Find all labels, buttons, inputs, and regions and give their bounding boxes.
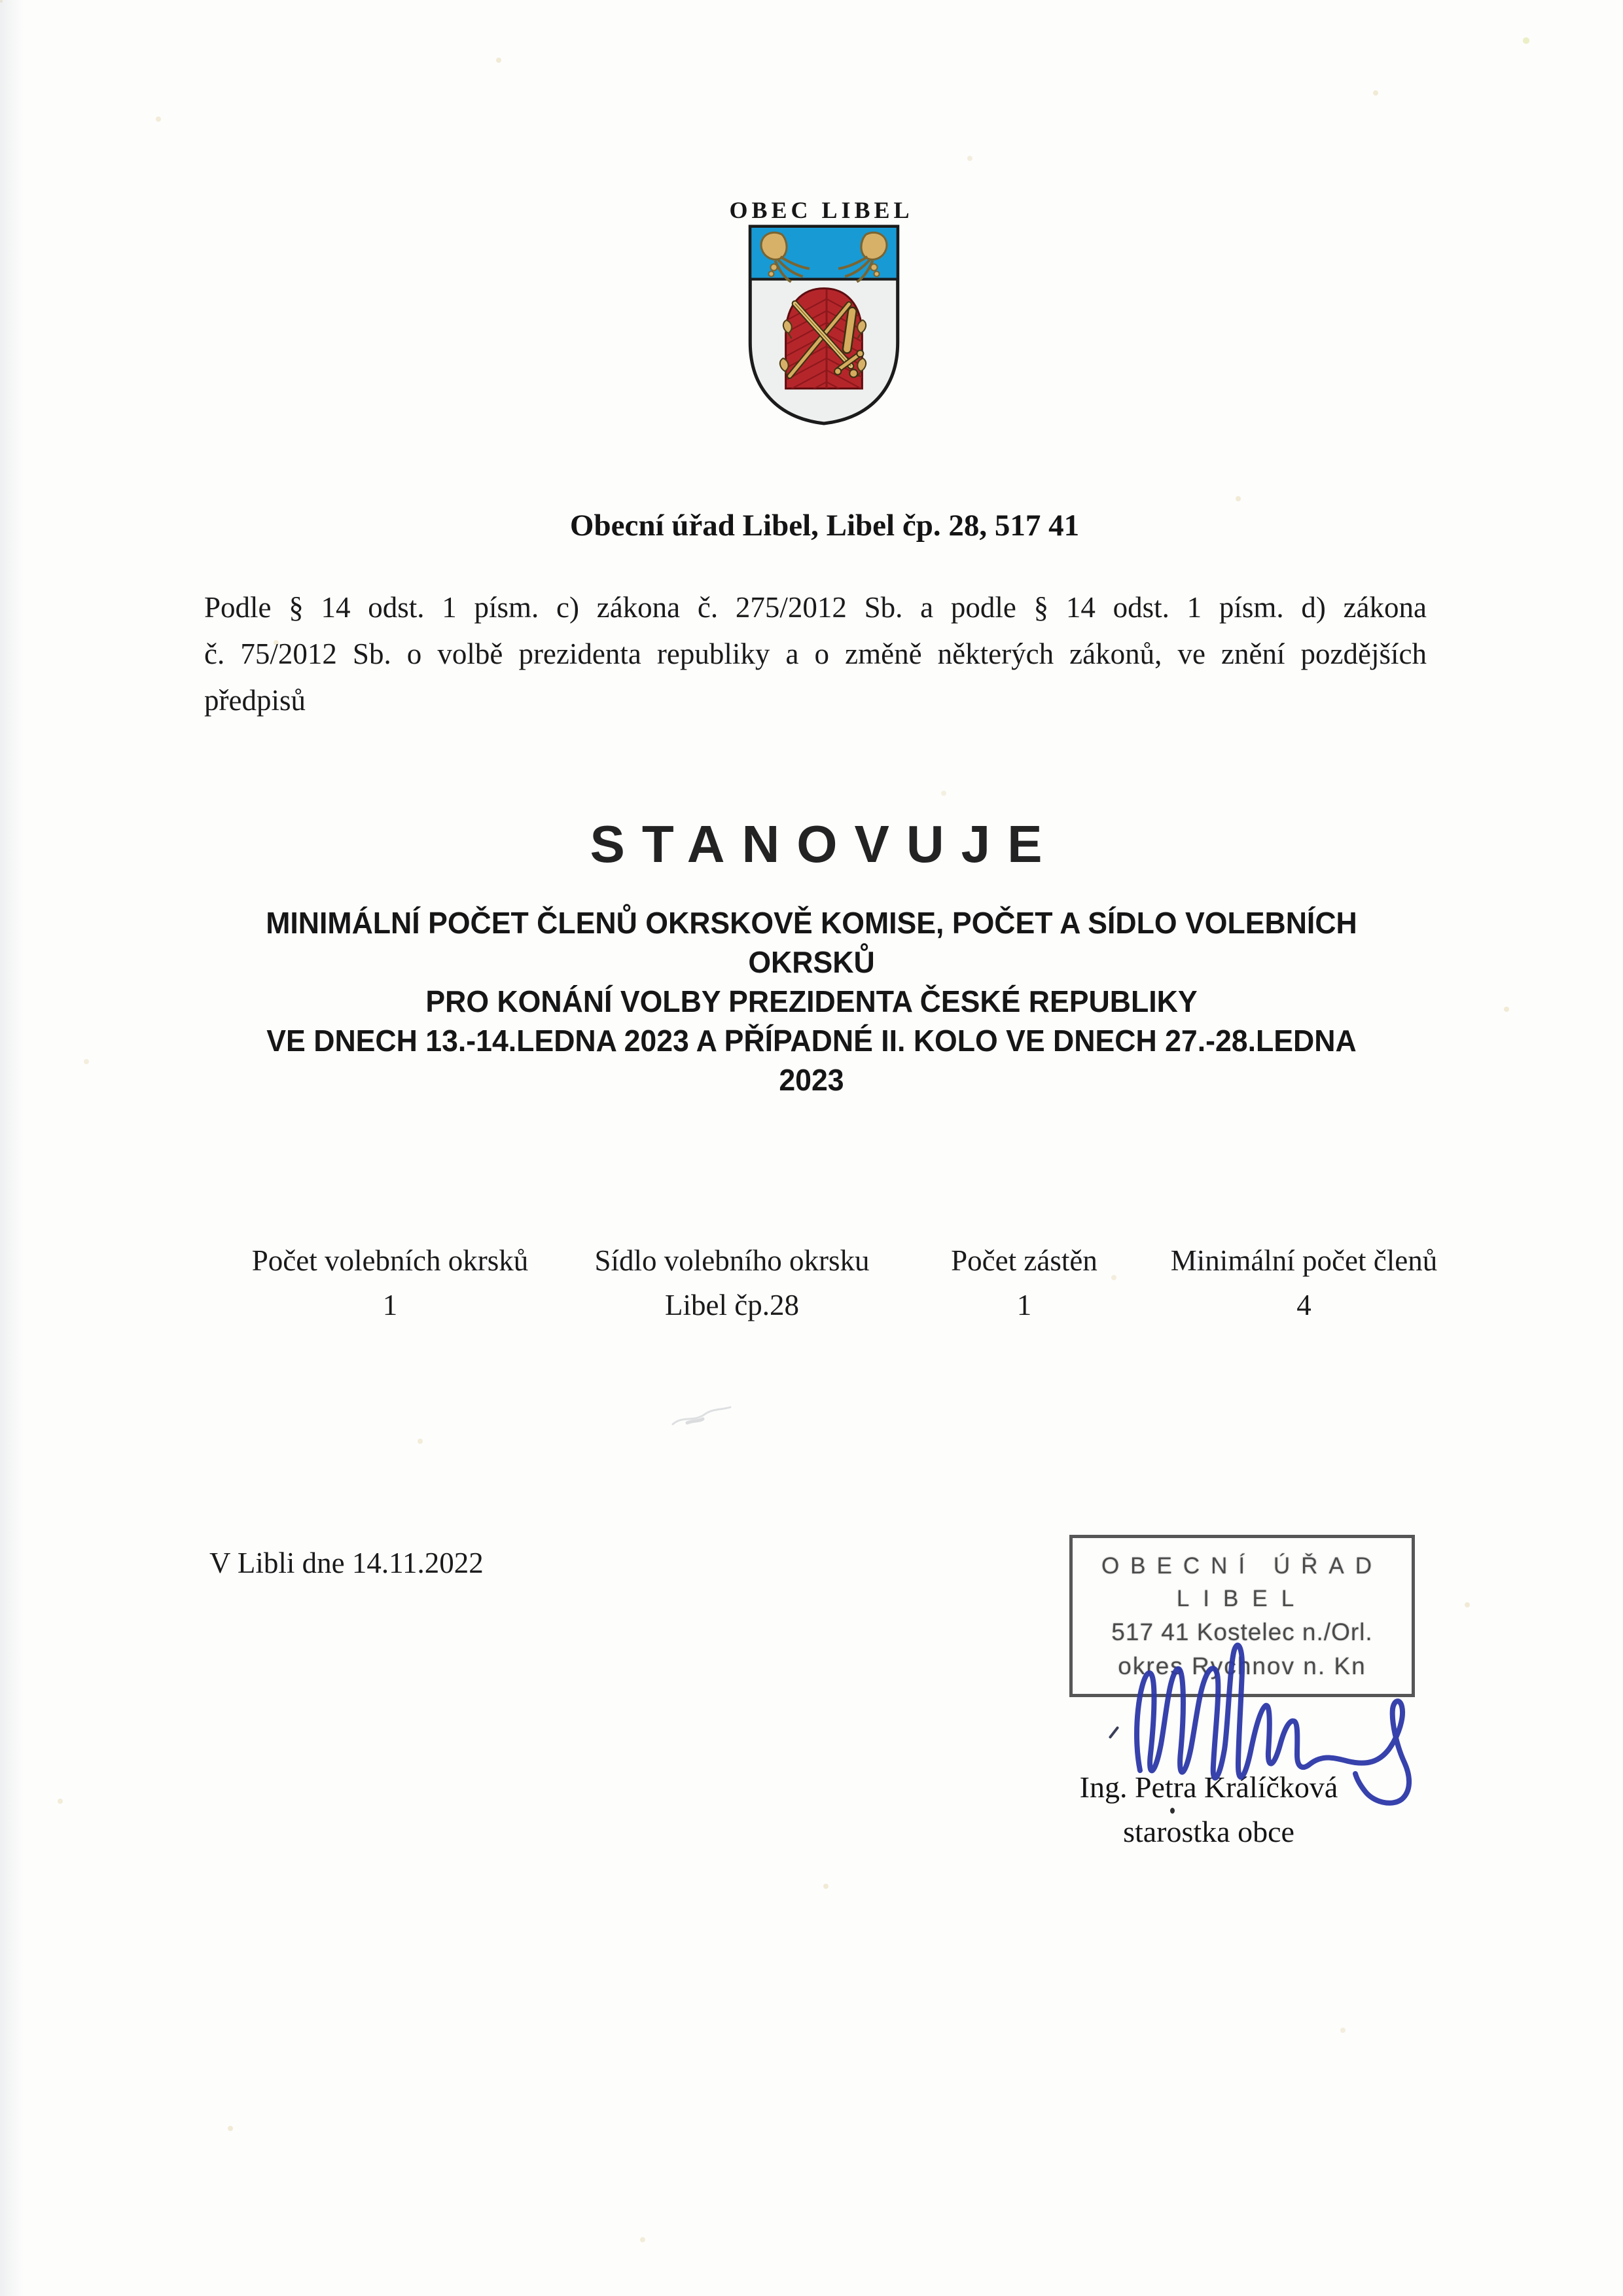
subject-line: MINIMÁLNÍ POČET ČLENŮ OKRSKOVĚ KOMISE, POČET A SÍDLO VOLEBNÍCH <box>266 906 1357 940</box>
table-column <box>564 1244 900 1322</box>
emblem-title: OBEC LIBEL <box>729 197 914 223</box>
table-column <box>900 1244 1149 1322</box>
column-value: Libel čp.28 <box>665 1289 799 1321</box>
stamp-line: LIBEL <box>1176 1586 1308 1611</box>
intro-line: č. 75/2012 Sb. o volbě prezidenta republiky a o změně některých zákonů, ve znění pozdějších <box>204 637 1427 670</box>
intro-paragraph <box>204 584 1427 724</box>
stamp-line: okres Rychnov n. Kn <box>1118 1653 1366 1679</box>
column-value: 1 <box>1016 1289 1032 1321</box>
letterhead: Obecní úřad Libel, Libel čp. 28, 517 41 <box>569 509 1080 543</box>
intro-line: Podle § 14 odst. 1 písm. c) zákona č. 275/2012 Sb. a podle § 14 odst. 1 písm. d) zákona <box>204 591 1427 624</box>
stamp-line: 517 41 Kostelec n./Orl. <box>1111 1619 1373 1645</box>
pencil-smudge <box>668 1399 740 1432</box>
subject-heading <box>192 903 1431 1100</box>
subject-line: 2023 <box>779 1063 844 1097</box>
baton <box>847 312 852 349</box>
column-header: Počet zástěn <box>951 1244 1097 1277</box>
decree-title: STANOVUJE <box>590 815 1060 873</box>
intro-line: předpisů <box>204 684 306 717</box>
table-column <box>216 1244 564 1322</box>
column-header: Minimální počet členů <box>1170 1244 1438 1277</box>
subject-line: VE DNECH 13.-14.LEDNA 2023 A PŘÍPADNÉ II. KOLO VE DNECH 27.-28.LEDNA <box>266 1024 1357 1058</box>
subject-line: PRO KONÁNÍ VOLBY PREZIDENTA ČESKÉ REPUBLIKY <box>425 984 1198 1018</box>
place-date: V Libli dne 14.11.2022 <box>209 1547 484 1579</box>
subject-line: OKRSKŮ <box>748 945 875 979</box>
table-column <box>1149 1244 1459 1322</box>
signer-title: starostka obce <box>1123 1815 1294 1848</box>
column-value: 4 <box>1296 1289 1311 1321</box>
handwritten-signature <box>1106 1640 1420 1816</box>
column-value: 1 <box>382 1289 398 1321</box>
stamp-line: OBECNÍ ÚŘAD <box>1101 1553 1383 1579</box>
column-header: Počet volebních okrsků <box>251 1244 529 1277</box>
scan-edge-shade <box>0 0 24 2296</box>
column-header: Sídlo volebního okrsku <box>594 1244 870 1277</box>
signer-name: Ing. Petra Králíčková <box>1079 1770 1338 1804</box>
districts-table <box>216 1244 1459 1322</box>
libel-coat-of-arms <box>743 223 904 427</box>
